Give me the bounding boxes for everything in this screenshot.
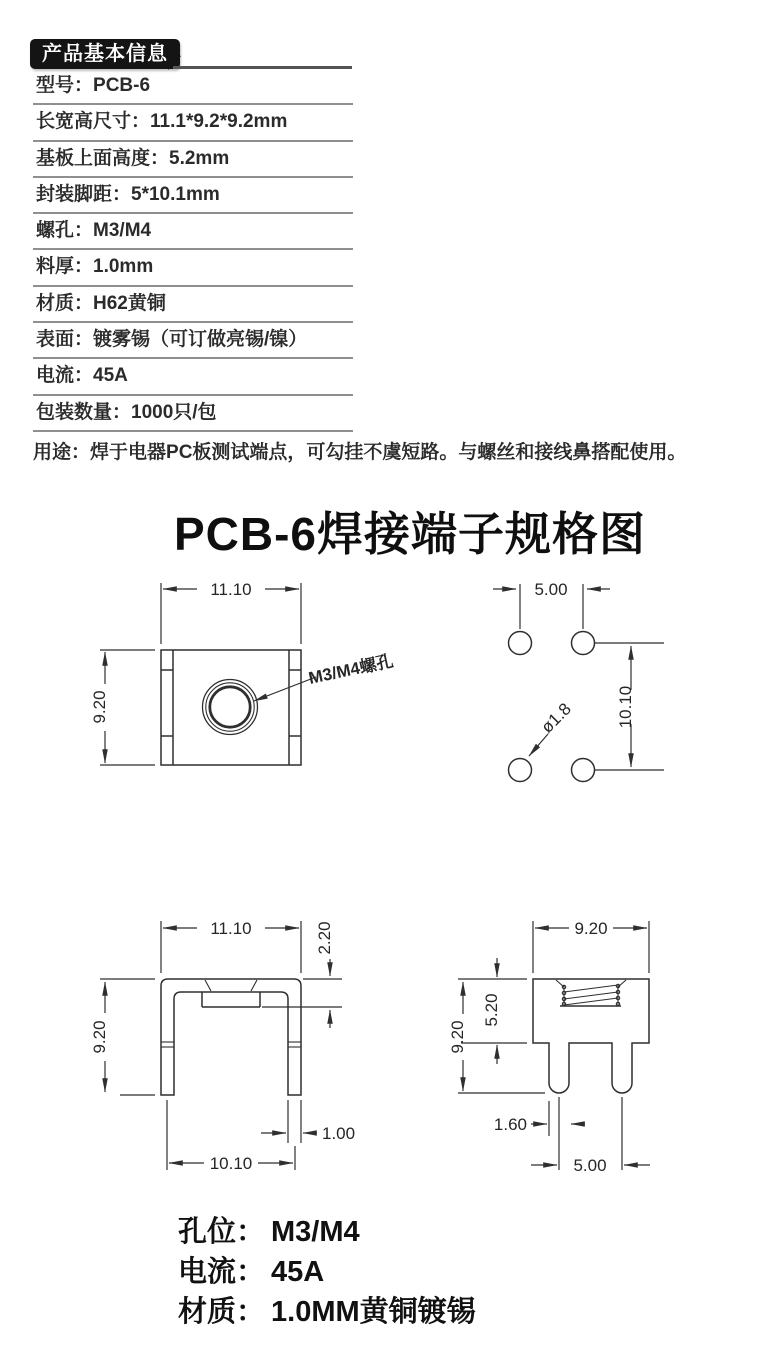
- side-view-dims: [458, 921, 650, 1170]
- footer-hole-position: 孔位： M3/M4: [178, 1216, 360, 1248]
- pin-circle: [509, 759, 532, 782]
- footer-material: 材质： 1.0MM黄铜镀锡: [178, 1296, 476, 1328]
- dim-frontview-leg-thickness: 1.00: [322, 1124, 356, 1143]
- side-view: [533, 979, 649, 1093]
- section-badge: 产品基本信息: [30, 39, 180, 69]
- front-view-dims: [100, 921, 342, 1170]
- spec-row-screw-hole: 螺孔：M3/M4: [33, 214, 353, 250]
- dim-frontview-boss-depth: 2.20: [315, 921, 334, 955]
- dim-sideview-leg-width: 1.60: [493, 1115, 527, 1134]
- dim-pin-diameter: ø1.8: [537, 699, 575, 737]
- thread-symbol: [562, 984, 619, 1005]
- front-view: [161, 979, 301, 1095]
- dim-topview-width: 11.10: [210, 580, 252, 599]
- spec-row-material: 材质：H62黄铜: [33, 287, 353, 323]
- dim-sideview-body-height: 5.20: [482, 993, 501, 1027]
- pin-circle: [509, 632, 532, 655]
- dim-topview-height: 9.20: [90, 690, 109, 724]
- top-view: [161, 650, 301, 765]
- dim-sideview-leg-pitch: 5.00: [573, 1156, 607, 1175]
- dim-frontview-width: 11.10: [210, 919, 252, 938]
- spec-table: [33, 69, 353, 432]
- dim-sideview-height: 9.20: [448, 1020, 467, 1054]
- pin-circle: [572, 759, 595, 782]
- pin-circle: [572, 632, 595, 655]
- spec-row-pin-pitch: 封装脚距：5*10.1mm: [33, 178, 353, 214]
- usage-row: 用途：焊于电器PC板测试端点，可勾挂不虞短路。与螺丝和接线鼻搭配使用。: [33, 442, 687, 463]
- dim-frontview-leg-pitch: 10.10: [209, 1154, 253, 1173]
- spec-row-height-above-board: 基板上面高度：5.2mm: [33, 142, 353, 178]
- dim-frontview-height: 9.20: [90, 1020, 109, 1054]
- drawing-title: PCB-6焊接端子规格图: [173, 508, 647, 560]
- footer-summary: [178, 1212, 476, 1332]
- spec-row-surface: 表面：镀雾锡（可订做亮锡/镍）: [33, 323, 353, 359]
- spec-row-current: 电流：45A: [33, 359, 353, 395]
- dim-pin-pitch-x: 5.00: [534, 580, 568, 599]
- footer-current: 电流： 45A: [178, 1256, 325, 1288]
- spec-row-model: 型号：PCB-6: [33, 69, 353, 105]
- spec-row-size: 长宽高尺寸：11.1*9.2*9.2mm: [33, 105, 353, 141]
- spec-row-packing: 包装数量：1000只/包: [33, 396, 353, 432]
- pin-layout-dims: [493, 584, 664, 770]
- spec-drawings-svg: [0, 560, 772, 1200]
- pin-layout-view: [509, 632, 595, 782]
- spec-row-thickness: 料厚：1.0mm: [33, 250, 353, 286]
- dim-pin-pitch-y: 10.10: [616, 685, 635, 729]
- screw-hole-label: M3/M4螺孔: [306, 651, 395, 688]
- screw-hole-inner-circle: [210, 687, 250, 727]
- top-view-dims: [100, 583, 316, 765]
- dim-sideview-width: 9.20: [574, 919, 608, 938]
